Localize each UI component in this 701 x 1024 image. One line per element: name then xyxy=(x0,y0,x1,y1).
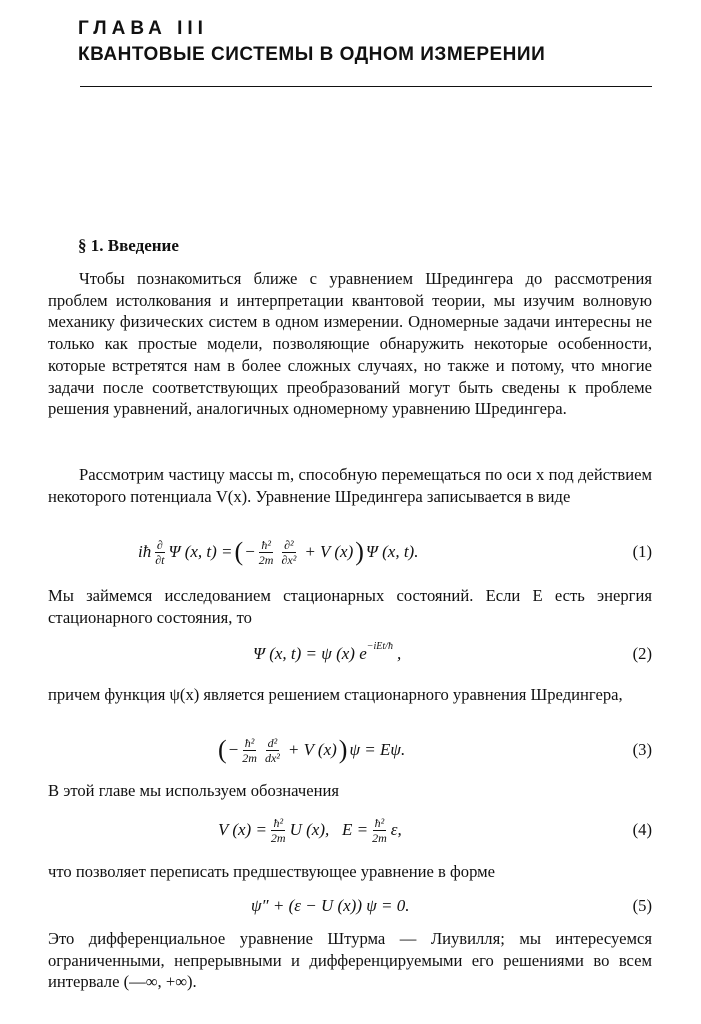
eq1-psi: Ψ (x, t) = xyxy=(168,542,233,561)
equation-5 xyxy=(48,886,652,926)
chapter-number: ГЛАВА III xyxy=(78,18,208,39)
equation-4 xyxy=(48,810,652,850)
equation-2 xyxy=(48,634,652,674)
paragraph-particle: Рассмотрим частицу массы m, способную перемещаться по оси x под действием некоторого потенциала V(x). Уравнение Шредингера записывается в виде xyxy=(48,465,652,506)
chapter-title: КВАНТОВЫЕ СИСТЕМЫ В ОДНОМ ИЗМЕРЕНИИ xyxy=(78,44,546,65)
eq4-hbar-fraction-energy: $\frac{\text{ħ²}}{2m}$ xyxy=(372,815,387,845)
equation-3-number: (3) xyxy=(632,740,652,759)
equation-4-body: V (x) = $\frac{\text{ħ²}}{2m}$ U (x), E = $\frac{\text{ħ²}}{2m}$ ε, xyxy=(218,815,402,845)
equation-2-body: Ψ (x, t) = ψ (x) e −iEt/ħ , xyxy=(253,640,402,663)
paragraph-sturm-liouville: Это дифференциальное уравнение Штурма — Лиувилля; мы интересуемся ограниченными, непрерывными и дифференцируемыми его решениями во всем интервале (—∞, +∞). xyxy=(48,929,652,992)
equation-5-body: ψ″ + (ε − U (x)) ψ = 0. xyxy=(251,896,410,915)
equation-4-number: (4) xyxy=(632,820,652,839)
equation-3 xyxy=(48,730,652,770)
section-heading: § 1. Введение xyxy=(78,236,179,255)
paragraph-rewrite: что позволяет переписать предшествующее уравнение в форме xyxy=(48,862,495,881)
eq4-hbar-fraction: $\frac{\text{ħ²}}{2m}$ xyxy=(270,815,286,845)
paragraph-intro: Чтобы познакомиться ближе с уравнением Шредингера до рассмотрения проблем истолкования и интерпретации квантовой теории, мы изучим волновую механику физических систем в одном измерении. Одномерные задачи интересны не только как простые модели, позволяющие обнаружить некоторые особенности, которые встретятся нам в более сложных случаях, но также и потому, что многие задачи после соответствующих преобразований могут быть сведены к проблеме решения уравнений, аналогичных одномерному уравнению Шредингера. xyxy=(48,269,652,419)
eq1-second-derivative: $\frac{\text{∂²}}{\text{∂x²}}$ xyxy=(281,537,297,567)
equation-1 xyxy=(48,532,652,572)
eq3-second-derivative: $\frac{\text{d²}}{\text{dx²}}$ xyxy=(264,735,280,765)
equation-1-number: (1) xyxy=(632,542,652,561)
equation-3-body: ( − $\frac{\text{ħ²}}{2m}$ $\frac{\text{d²}}{\text{dx²}}$ + V (x) ) ψ = Eψ. xyxy=(218,735,406,765)
title-rule xyxy=(80,86,652,87)
equation-2-number: (2) xyxy=(632,644,652,663)
eq1-time-derivative: $\frac{\partial}{\partial t}$ xyxy=(155,537,165,567)
eq3-hbar-fraction: $\frac{\text{ħ²}}{2m}$ xyxy=(242,735,257,765)
eq1-lhs: iħ xyxy=(138,542,152,561)
equation-5-number: (5) xyxy=(632,896,652,915)
paragraph-notation: В этой главе мы используем обозначения xyxy=(48,781,339,800)
paragraph-function: причем функция ψ(x) является решением стационарного уравнения Шредингера, xyxy=(48,685,623,704)
eq1-hbar-fraction: $\frac{\text{ħ²}}{2m}$ xyxy=(258,537,274,567)
paragraph-stationary: Мы займемся исследованием стационарных состояний. Если E есть энергия стационарного состояния, то xyxy=(48,586,652,627)
equation-1-body: iħ $\frac{\partial}{\partial t}$ Ψ (x, t) = ( − $\frac{\text{ħ²}}{2m}$ $\frac{\text{∂²}}{\text{∂x²}}$ + V (x) ) Ψ (x, t). xyxy=(138,537,419,567)
